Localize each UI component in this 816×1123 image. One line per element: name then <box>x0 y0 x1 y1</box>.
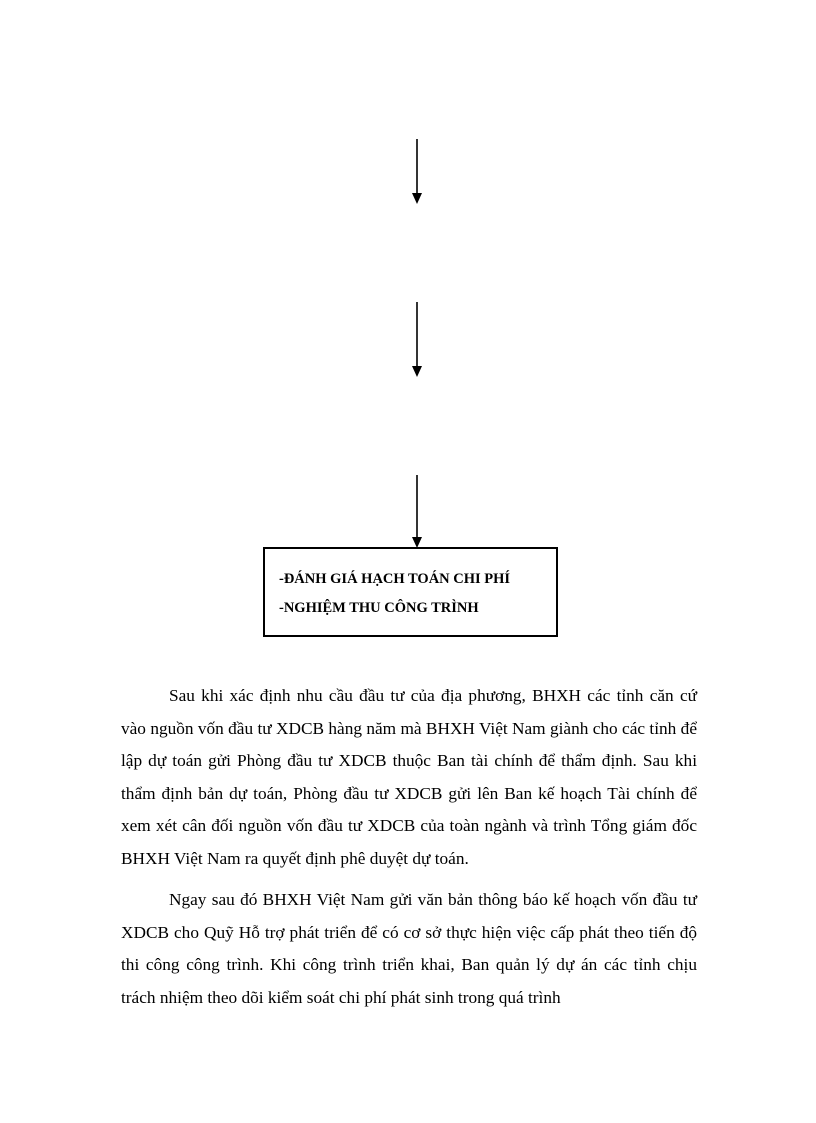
flow-step-line-acceptance: -NGHIỆM THU CÔNG TRÌNH <box>279 600 479 616</box>
paragraph-1: Sau khi xác định nhu cầu đầu tư của địa phương, BHXH các tỉnh căn cứ vào nguồn vốn đầu tư XDCB hàng năm mà BHXH Việt Nam giành cho các tỉnh để lập dự toán gửi Phòng đầu tư XDCB thuộc Ban tài chính để thẩm định. Sau khi thẩm định bản dự toán, Phòng đầu tư XDCB gửi lên Ban kế hoạch Tài chính để xem xét cân đối nguồn vốn đầu tư XDCB của toàn ngành và trình Tổng giám đốc BHXH Việt Nam ra quyết định phê duyệt dự toán. <box>121 686 697 868</box>
paragraph-2: Ngay sau đó BHXH Việt Nam gửi văn bản thông báo kế hoạch vốn đầu tư XDCB cho Quỹ Hỗ trợ phát triển để có cơ sở thực hiện việc cấp phát theo tiến độ thi công công trình. Khi công trình triển khai, Ban quản lý dự án các tỉnh chịu trách nhiệm theo dõi kiểm soát chi phí phát sinh trong quá trình <box>121 890 697 1007</box>
flow-step-box <box>263 547 558 637</box>
flow-arrow-1 <box>407 139 427 205</box>
down-arrow-icon <box>407 302 427 378</box>
flow-arrow-3 <box>407 475 427 549</box>
down-arrow-icon <box>407 139 427 205</box>
down-arrow-icon <box>407 475 427 549</box>
flow-step-line-evaluation: -ĐÁNH GIÁ HẠCH TOÁN CHI PHÍ <box>279 571 511 587</box>
body-text <box>121 680 697 1023</box>
flow-arrow-2 <box>407 302 427 378</box>
